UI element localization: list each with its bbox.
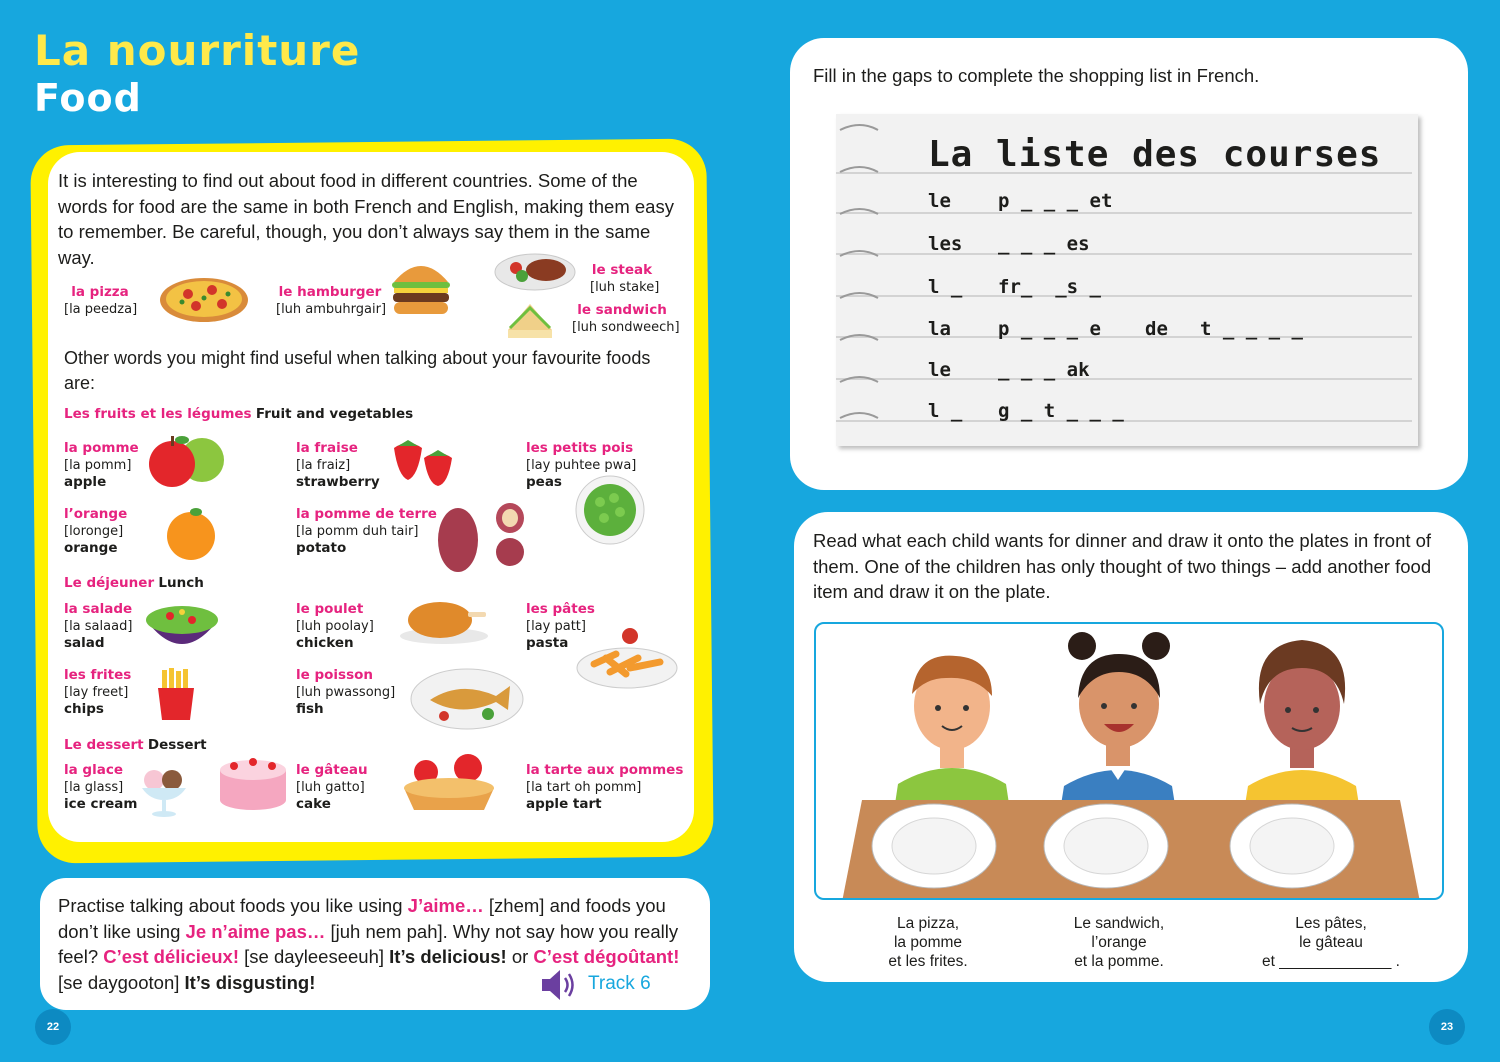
word-pron: [luh pwassong] xyxy=(296,685,396,700)
word-en: fish xyxy=(296,701,324,717)
phrase-its-disgusting: It’s disgusting! xyxy=(184,971,316,993)
chips-icon xyxy=(154,668,198,722)
word-fraise xyxy=(296,440,380,491)
word-pomme-de-terre xyxy=(296,506,437,557)
caption-line: l’orange xyxy=(1091,934,1147,951)
word-pomme xyxy=(64,440,139,491)
word-fr: l’orange xyxy=(64,506,128,522)
word-pron: [la salaad] xyxy=(64,619,133,634)
caption-line: Les pâtes, xyxy=(1295,915,1367,932)
category-fruit-veg xyxy=(64,406,413,422)
phrase-je-naime-pas: Je n’aime pas… xyxy=(185,920,326,942)
word-en: chips xyxy=(64,701,104,717)
category-en: Lunch xyxy=(158,575,204,591)
salad-icon xyxy=(142,598,222,656)
word-en: pasta xyxy=(526,635,569,651)
word-pron: [lay puhtee pwa] xyxy=(526,458,637,473)
children-scene xyxy=(814,622,1444,900)
list-article: le xyxy=(928,190,951,212)
category-fr: Le dessert xyxy=(64,737,144,753)
child-1-figure xyxy=(892,656,1012,824)
word-en: strawberry xyxy=(296,474,380,490)
phrase-its-delicious: It’s delicious! xyxy=(389,946,507,967)
word-en: orange xyxy=(64,540,118,556)
word-poisson xyxy=(296,667,395,718)
note-line xyxy=(836,378,1412,380)
child-1-caption xyxy=(828,914,1028,971)
list-article: l _ xyxy=(928,276,963,298)
audio-track-label[interactable]: Track 6 xyxy=(588,973,651,994)
word-fr: la pomme xyxy=(64,440,139,456)
page-title-english: Food xyxy=(34,76,142,120)
note-line xyxy=(836,253,1412,255)
intro-paragraph: It is interesting to find out about food in different countries. Some of the words for food are the same in both French and English, making them easy to remember. Be careful, though, you don’t always say them in the same way. xyxy=(58,170,674,268)
page-title-french: La nourriture xyxy=(34,26,361,75)
caption-line: La pizza, xyxy=(896,915,960,932)
shopping-list-title: La liste des courses xyxy=(928,134,1382,175)
word-pron: [luh ambuhrgair] xyxy=(276,302,387,317)
word-orange xyxy=(64,506,127,557)
list-word-extra: de xyxy=(1145,318,1168,340)
word-pron: [luh stake] xyxy=(590,280,660,295)
category-fr: Les fruits et les légumes xyxy=(64,406,252,422)
potato-icon xyxy=(434,500,530,574)
word-fr: le poisson xyxy=(296,667,374,683)
practise-text: [se dayleeseeuh] xyxy=(238,946,390,967)
strawberry-icon xyxy=(390,436,456,488)
word-en: apple tart xyxy=(526,796,602,812)
word-fr: la tarte aux pommes xyxy=(526,762,684,778)
word-fr: la pizza xyxy=(71,284,129,300)
caption-line: le gâteau xyxy=(1299,934,1363,951)
practise-text: [se daygooton] xyxy=(58,971,185,993)
dinner-instruction: Read what each child wants for dinner and draw it onto the plates in front of them. One of the children has only thought of two things – add another food item and draw it on the plate. xyxy=(813,530,1432,602)
note-line xyxy=(836,295,1412,297)
word-fr: les frites xyxy=(64,667,132,683)
word-en: peas xyxy=(526,474,562,490)
note-line xyxy=(836,420,1412,422)
child-3-caption xyxy=(1231,914,1431,971)
phrase-jaime: J’aime… xyxy=(407,895,484,916)
word-fr: le steak xyxy=(591,262,653,278)
word-salade xyxy=(64,601,132,652)
pasta-icon xyxy=(576,624,678,690)
apple-tart-icon xyxy=(400,752,498,818)
page-number-left: 22 xyxy=(35,1009,71,1045)
word-en: cake xyxy=(296,796,331,812)
practise-text: [zhem] and foods you don’t like using xyxy=(58,895,666,942)
list-article: la xyxy=(928,318,951,340)
word-fr: le sandwich xyxy=(577,302,667,318)
word-sandwich xyxy=(572,302,680,336)
category-fr: Le déjeuner xyxy=(64,575,155,591)
word-pron: [luh poolay] xyxy=(296,619,374,634)
word-fr: la pomme de terre xyxy=(296,506,437,522)
note-line xyxy=(836,336,1412,338)
spiral-binding xyxy=(838,118,882,428)
category-en: Dessert xyxy=(147,737,207,753)
word-pron: [la tart oh pomm] xyxy=(526,780,642,795)
list-word-gap: p _ _ _ et xyxy=(998,190,1113,212)
category-en: Fruit and vegetables xyxy=(255,406,414,422)
page-number-right: 23 xyxy=(1429,1009,1465,1045)
practise-text: Practise talking about foods you like using xyxy=(58,895,408,916)
word-pizza xyxy=(64,284,136,318)
list-word-gap: p _ _ _ e xyxy=(998,318,1101,340)
word-pron: [luh gatto] xyxy=(296,780,365,795)
word-fr: les petits pois xyxy=(526,440,634,456)
word-en: ice cream xyxy=(64,796,138,812)
apple-icon xyxy=(142,428,228,488)
hamburger-icon xyxy=(388,254,454,318)
word-en: chicken xyxy=(296,635,354,651)
word-pron: [la pomm] xyxy=(64,458,132,473)
list-article: les xyxy=(928,233,963,255)
caption-line: et les frites. xyxy=(888,953,968,970)
word-pron: [la glass] xyxy=(64,780,124,795)
list-word-gap: g _ t _ _ _ xyxy=(998,400,1124,422)
note-line xyxy=(836,212,1412,214)
word-fr: la glace xyxy=(64,762,123,778)
caption-line: Le sandwich, xyxy=(1073,915,1165,932)
list-article: l _ xyxy=(928,400,963,422)
category-dessert xyxy=(64,737,207,753)
caption-line: la pomme xyxy=(893,934,963,951)
word-fr: les pâtes xyxy=(526,601,595,617)
word-pron: [la fraiz] xyxy=(296,458,351,473)
word-en: potato xyxy=(296,540,347,556)
word-hamburger xyxy=(276,284,387,318)
phrase-cest-delicieux: C’est délicieux! xyxy=(103,946,239,967)
word-glace xyxy=(64,762,137,813)
word-en: salad xyxy=(64,635,105,651)
orange-icon xyxy=(164,504,218,562)
word-fr: la salade xyxy=(64,601,133,617)
list-word-gap: _ _ _ es xyxy=(998,233,1090,255)
word-pron: [la peedza] xyxy=(64,302,138,317)
cake-icon xyxy=(216,748,290,814)
category-lunch xyxy=(64,575,204,591)
sandwich-icon xyxy=(504,300,556,342)
caption-answer-blank[interactable]: et _____________ . xyxy=(1262,953,1400,970)
word-fr: le poulet xyxy=(296,601,364,617)
child-3-figure xyxy=(1242,640,1362,824)
peas-icon xyxy=(574,474,646,546)
practise-text: [juh nem pah]. Why not say how you really feel? xyxy=(58,920,679,967)
word-tarte-aux-pommes xyxy=(526,762,683,813)
child-2-figure xyxy=(1058,632,1178,824)
word-pron: [lay patt] xyxy=(526,619,586,634)
phrase-cest-degoutant: C’est dégoûtant! xyxy=(533,946,680,967)
word-en: apple xyxy=(64,474,107,490)
caption-line: et la pomme. xyxy=(1074,953,1164,970)
word-fr: le gâteau xyxy=(296,762,368,778)
shopping-instruction: Fill in the gaps to complete the shopping list in French. xyxy=(813,65,1260,86)
word-frites xyxy=(64,667,131,718)
other-words-paragraph: Other words you might find useful when talking about your favourite foods are: xyxy=(64,348,651,393)
word-pron: [luh sondweech] xyxy=(572,320,680,335)
word-poulet xyxy=(296,601,374,652)
word-pron: [lay freet] xyxy=(64,685,129,700)
ice-cream-icon xyxy=(138,766,190,820)
child-2-caption xyxy=(1019,914,1219,971)
list-word-gap: t _ _ _ _ xyxy=(1200,318,1303,340)
speaker-icon[interactable] xyxy=(540,968,576,1002)
fish-icon xyxy=(410,666,524,732)
word-gateau xyxy=(296,762,368,813)
pizza-icon xyxy=(158,272,250,324)
word-pron: [la pomm duh tair] xyxy=(296,524,419,539)
steak-icon xyxy=(494,248,576,292)
word-pron: [loronge] xyxy=(64,524,124,539)
word-fr: la fraise xyxy=(296,440,358,456)
chicken-icon xyxy=(398,594,490,646)
list-word-gap: fr_ _s _ xyxy=(998,276,1101,298)
word-fr: le hamburger xyxy=(278,284,382,300)
practise-text: or xyxy=(506,946,534,967)
word-steak xyxy=(590,262,660,296)
list-article: le xyxy=(928,359,951,381)
list-word-gap: _ _ _ ak xyxy=(998,359,1090,381)
children-illustration xyxy=(816,624,1444,900)
